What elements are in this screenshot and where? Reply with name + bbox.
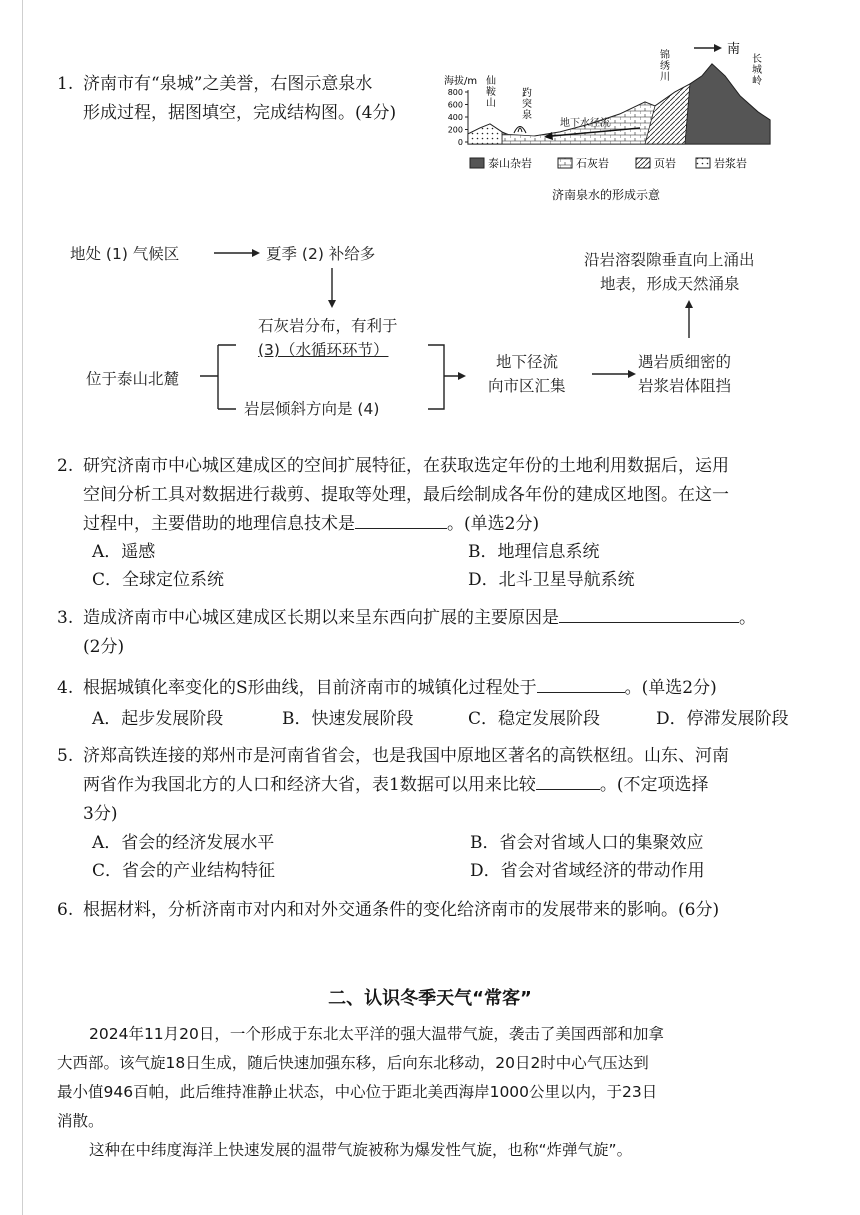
q5-options bbox=[92, 828, 812, 888]
answer-blank[interactable] bbox=[537, 674, 625, 693]
question-2: 2. 研究济南市中心城区建成区的空间扩展特征，在获取选定年份的土地利用数据后，运用 空间分析工具对数据进行裁剪、提取等处理，最后绘制成各年份的建成区地图。在这一 过程中，主要借助的地理信息技术是 。(单选2分) bbox=[57, 452, 729, 539]
answer-blank[interactable] bbox=[355, 510, 447, 529]
y-tick-label: 0 bbox=[457, 138, 463, 147]
flow-limestone-1: 石灰岩分布，有利于 bbox=[258, 317, 398, 335]
y-axis-title: 海拔/m bbox=[444, 76, 478, 87]
legend bbox=[470, 156, 747, 170]
south-label: 南 bbox=[727, 42, 741, 57]
spring-formation-diagram bbox=[440, 36, 780, 211]
arrow-right-icon bbox=[590, 367, 640, 381]
section-title: 二、认识冬季天气“常客” bbox=[328, 988, 532, 1009]
option-b[interactable]: B．省会对省域人口的集聚效应 bbox=[470, 833, 704, 853]
arrow-up-icon bbox=[682, 298, 696, 342]
mountain-label-left: 仙鞍山 bbox=[486, 76, 496, 109]
flow-spring-1: 沿岩溶裂隙垂直向上涌出 bbox=[584, 251, 755, 269]
y-tick-label: 800 bbox=[447, 88, 463, 97]
question-text: 形成过程，据图填空，完成结构图。(4分) bbox=[83, 103, 397, 123]
question-6: 6. 根据材料，分析济南市对内和对外交通条件的变化给济南市的发展带来的影响。(6分) bbox=[57, 896, 817, 925]
legend-label: 岩浆岩 bbox=[714, 157, 747, 170]
option-c[interactable]: C．省会的产业结构特征 bbox=[92, 861, 276, 881]
question-number: 2. bbox=[57, 456, 74, 476]
flow-limestone-2: (3)（水循环环节） bbox=[258, 341, 389, 359]
igneous-rock bbox=[468, 124, 502, 144]
option-d[interactable]: D．省会对省域经济的带动作用 bbox=[470, 861, 705, 881]
flow-blocked-2: 岩浆岩体阻挡 bbox=[638, 377, 732, 395]
question-number: 6. bbox=[57, 900, 74, 920]
flow-location: 位于泰山北麓 bbox=[86, 370, 180, 388]
option-b[interactable]: B．地理信息系统 bbox=[468, 542, 600, 562]
legend-swatch bbox=[558, 158, 572, 168]
q4-options bbox=[92, 704, 812, 734]
question-number: 5. bbox=[57, 746, 74, 766]
flow-tilt: 岩层倾斜方向是 (4) bbox=[244, 400, 380, 418]
flow-spring-2: 地表，形成天然涌泉 bbox=[600, 275, 740, 293]
q2-options bbox=[92, 537, 792, 597]
flow-climate: 地处 (1) 气候区 bbox=[70, 245, 180, 263]
y-tick-label: 600 bbox=[447, 100, 463, 110]
spring-label: 趵突泉 bbox=[522, 88, 532, 121]
y-axis-ticks bbox=[448, 88, 468, 147]
section-paragraph: 2024年11月20日，一个形成于东北太平洋的强大温带气旋，袭击了美国西部和加拿 大西部。该气旋18日生成，随后快速加强东移，后向东北移动，20日2时中心气压达到 最小值946百帕，此后维持准静止状态，中心位于距北美西海岸1000公里以内，于23日 消散。 这种在中纬度海洋上快速发展的温带气旋被称为爆发性气旋，也称“炸弹气旋”。 bbox=[57, 1025, 664, 1159]
flow-blocked-1: 遇岩质细密的 bbox=[638, 353, 732, 371]
option-d[interactable]: D．停滞发展阶段 bbox=[656, 709, 789, 729]
question-4: 4. 根据城镇化率变化的S形曲线，目前济南市的城镇化过程处于 。(单选2分) bbox=[57, 674, 817, 703]
answer-blank[interactable] bbox=[559, 604, 739, 623]
legend-swatch bbox=[696, 158, 710, 168]
groundwater-label: 地下水径流 bbox=[560, 118, 610, 129]
question-5: 5. 济郑高铁连接的郑州市是河南省省会，也是我国中原地区著名的高铁枢纽。山东、河南 两省作为我国北方的人口和经济大省，表1数据可以用来比较 。(不定项选择 3分) bbox=[57, 742, 817, 829]
answer-blank[interactable] bbox=[536, 771, 600, 790]
question-number: 1. bbox=[57, 74, 74, 94]
question-text: 济南市有“泉城”之美誉，右图示意泉水 bbox=[83, 74, 373, 94]
question-1 bbox=[57, 70, 396, 128]
diagram-caption: 济南泉水的形成示意 bbox=[552, 188, 661, 202]
ridge-label: 长城岭 bbox=[752, 54, 762, 87]
legend-label: 石灰岩 bbox=[576, 157, 609, 170]
y-tick-label: 400 bbox=[447, 113, 463, 122]
option-d[interactable]: D．北斗卫星导航系统 bbox=[468, 570, 635, 590]
option-a[interactable]: A．遥感 bbox=[92, 542, 156, 562]
option-c[interactable]: C．全球定位系统 bbox=[92, 570, 225, 590]
question-3: 3. 造成济南市中心城区建成区长期以来呈东西向扩展的主要原因是 。 (2分) bbox=[57, 604, 817, 662]
legend-label: 页岩 bbox=[654, 157, 676, 170]
arrow-down-icon bbox=[325, 266, 339, 310]
river-label: 锦绣川 bbox=[660, 50, 670, 83]
page-edge bbox=[22, 0, 23, 1215]
arrow-right-icon bbox=[212, 246, 262, 260]
option-a[interactable]: A．起步发展阶段 bbox=[92, 709, 224, 729]
option-a[interactable]: A．省会的经济发展水平 bbox=[92, 833, 275, 853]
flow-summer: 夏季 (2) 补给多 bbox=[266, 245, 376, 263]
legend-swatch bbox=[636, 158, 650, 168]
flow-runoff-1: 地下径流 bbox=[496, 353, 559, 371]
option-b[interactable]: B．快速发展阶段 bbox=[282, 709, 414, 729]
legend-swatch bbox=[470, 158, 484, 168]
option-c[interactable]: C．稳定发展阶段 bbox=[468, 709, 601, 729]
question-number: 4. bbox=[57, 678, 74, 698]
legend-label: 泰山杂岩 bbox=[488, 157, 532, 170]
y-tick-label: 200 bbox=[447, 125, 463, 135]
flow-runoff-2: 向市区汇集 bbox=[488, 377, 566, 395]
question-number: 3. bbox=[57, 608, 74, 628]
